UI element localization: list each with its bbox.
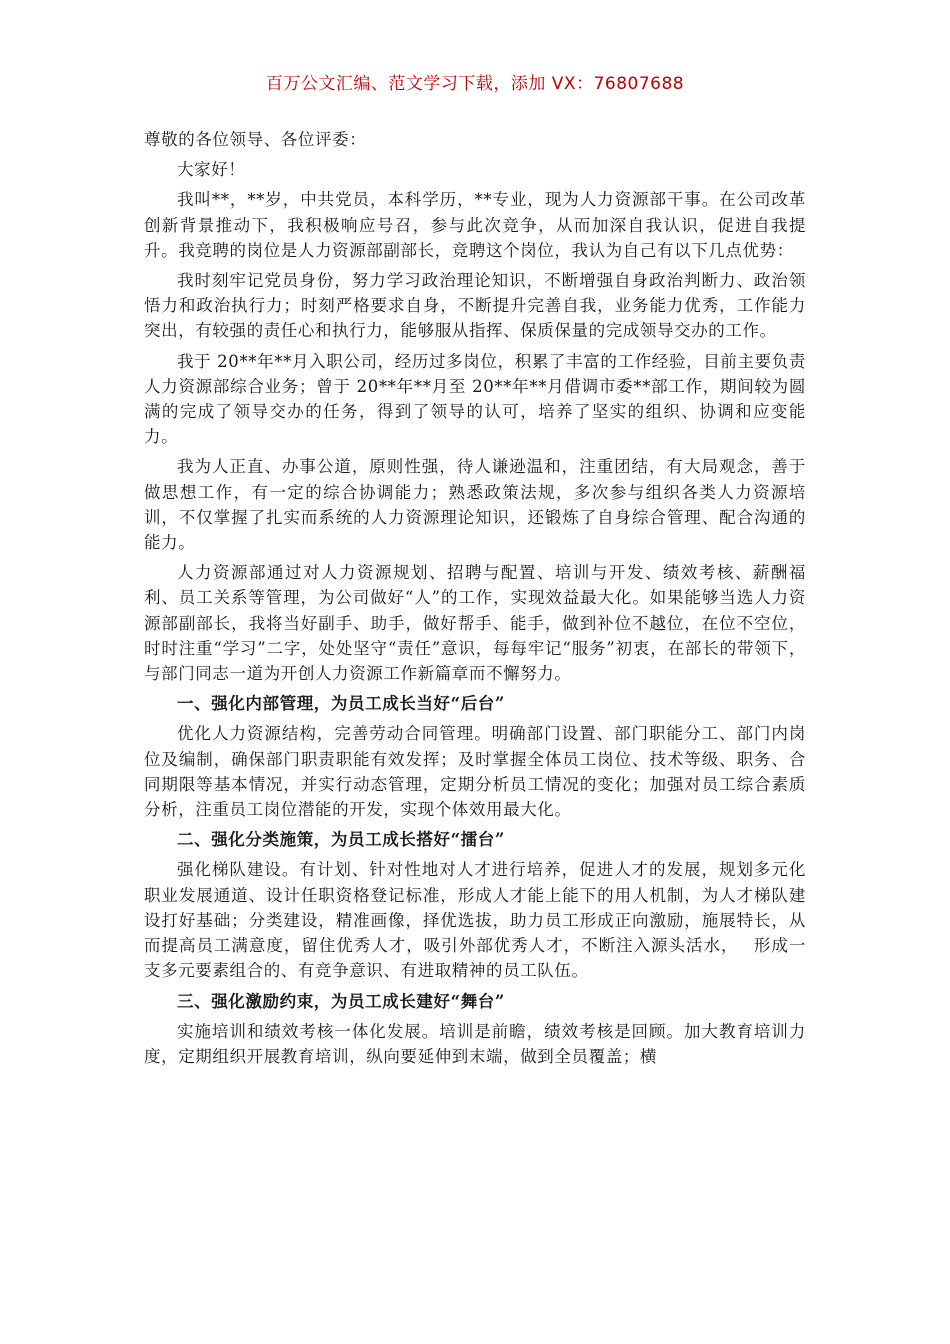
- section-paragraph-3: 实施培训和绩效考核一体化发展。培训是前瞻，绩效考核是回顾。加大教育培训力度，定期组织开展教育培训，纵向要延伸到末端，做到全员覆盖；横: [144, 1021, 806, 1066]
- watermark-banner: 百万公文汇编、范文学习下载，添加 VX：76807688: [265, 74, 685, 94]
- plan-paragraph: 人力资源部通过对人力资源规划、招聘与配置、培训与开发、绩效考核、薪酬福利、员工关系等管理，为公司做好“人”的工作，实现效益最大化。如果能够当选人力资源部副部长，我将当好副手、助手，做好帮手、能手，做到补位不越位，在位不空位，时时注重“学习”二字，处处坚守“责任”意识，每每牢记“服务”初衷，在部长的带领下，与部门同志一道为开创人力资源工作新篇章而不懈努力。: [144, 563, 806, 684]
- advantage-paragraph-2: 我于 20**年**月入职公司，经历过多岗位，积累了丰富的工作经验，目前主要负责人力资源部综合业务；曾于 20**年**月至 20**年**月借调市委**部工作，期间较为圆满的完成了领导交办的任务，得到了领导的认可，培养了坚实的组织、协调和应变能力。: [144, 351, 806, 447]
- section-heading-3: 三、强化激励约束，为员工成长建好“舞台”: [177, 991, 505, 1011]
- greeting: 大家好！: [177, 160, 246, 180]
- section-heading-1: 一、强化内部管理，为员工成长当好“后台”: [177, 694, 505, 714]
- advantage-paragraph-3: 我为人正直、办事公道，原则性强，待人谦逊温和，注重团结，有大局观念，善于做思想工作，有一定的综合协调能力；熟悉政策法规，多次参与组织各类人力资源培训，不仅掌握了扎实而系统的人力资源理论知识，还锻炼了自身综合管理、配合沟通的能力。: [144, 457, 806, 553]
- advantage-paragraph-1: 我时刻牢记党员身份，努力学习政治理论知识，不断增强自身政治判断力、政治领悟力和政治执行力；时刻严格要求自身，不断提升完善自我，业务能力优秀，工作能力突出，有较强的责任心和执行力，能够服从指挥、保质保量的完成领导交办的工作。: [144, 271, 806, 341]
- section-paragraph-2: 强化梯队建设。有计划、针对性地对人才进行培养，促进人才的发展，规划多元化职业发展通道、设计任职资格登记标准，形成人才能上能下的用人机制，为人才梯队建设打好基础；分类建设，精准画像，择优选拔，助力员工形成正向激励，施展特长，从而提高员工满意度，留住优秀人才，吸引外部优秀人才，不断注入源头活水， 形成一支多元要素组合的、有竞争意识、有进取精神的员工队伍。: [144, 860, 806, 981]
- salutation: 尊敬的各位领导、各位评委：: [144, 130, 367, 149]
- speech-body: [144, 127, 806, 1069]
- intro-paragraph: 我叫**，**岁，中共党员，本科学历，**专业，现为人力资源部干事。在公司改革创新背景推动下，我积极响应号召，参与此次竞争，从而加深自我认识，促进自我提升。我竞聘的岗位是人力资源部副部长，竞聘这个岗位，我认为自己有以下几点优势：: [144, 190, 806, 260]
- section-paragraph-1: 优化人力资源结构，完善劳动合同管理。明确部门设置、部门职能分工、部门内岗位及编制，确保部门职责职能有效发挥；及时掌握全体员工岗位、技术等级、职务、合同期限等基本情况，并实行动态管理，定期分析员工情况的变化；加强对员工综合素质分析，注重员工岗位潜能的开发，实现个体效用最大化。: [144, 724, 806, 820]
- section-heading-2: 二、强化分类施策，为员工成长搭好“擂台”: [177, 830, 505, 850]
